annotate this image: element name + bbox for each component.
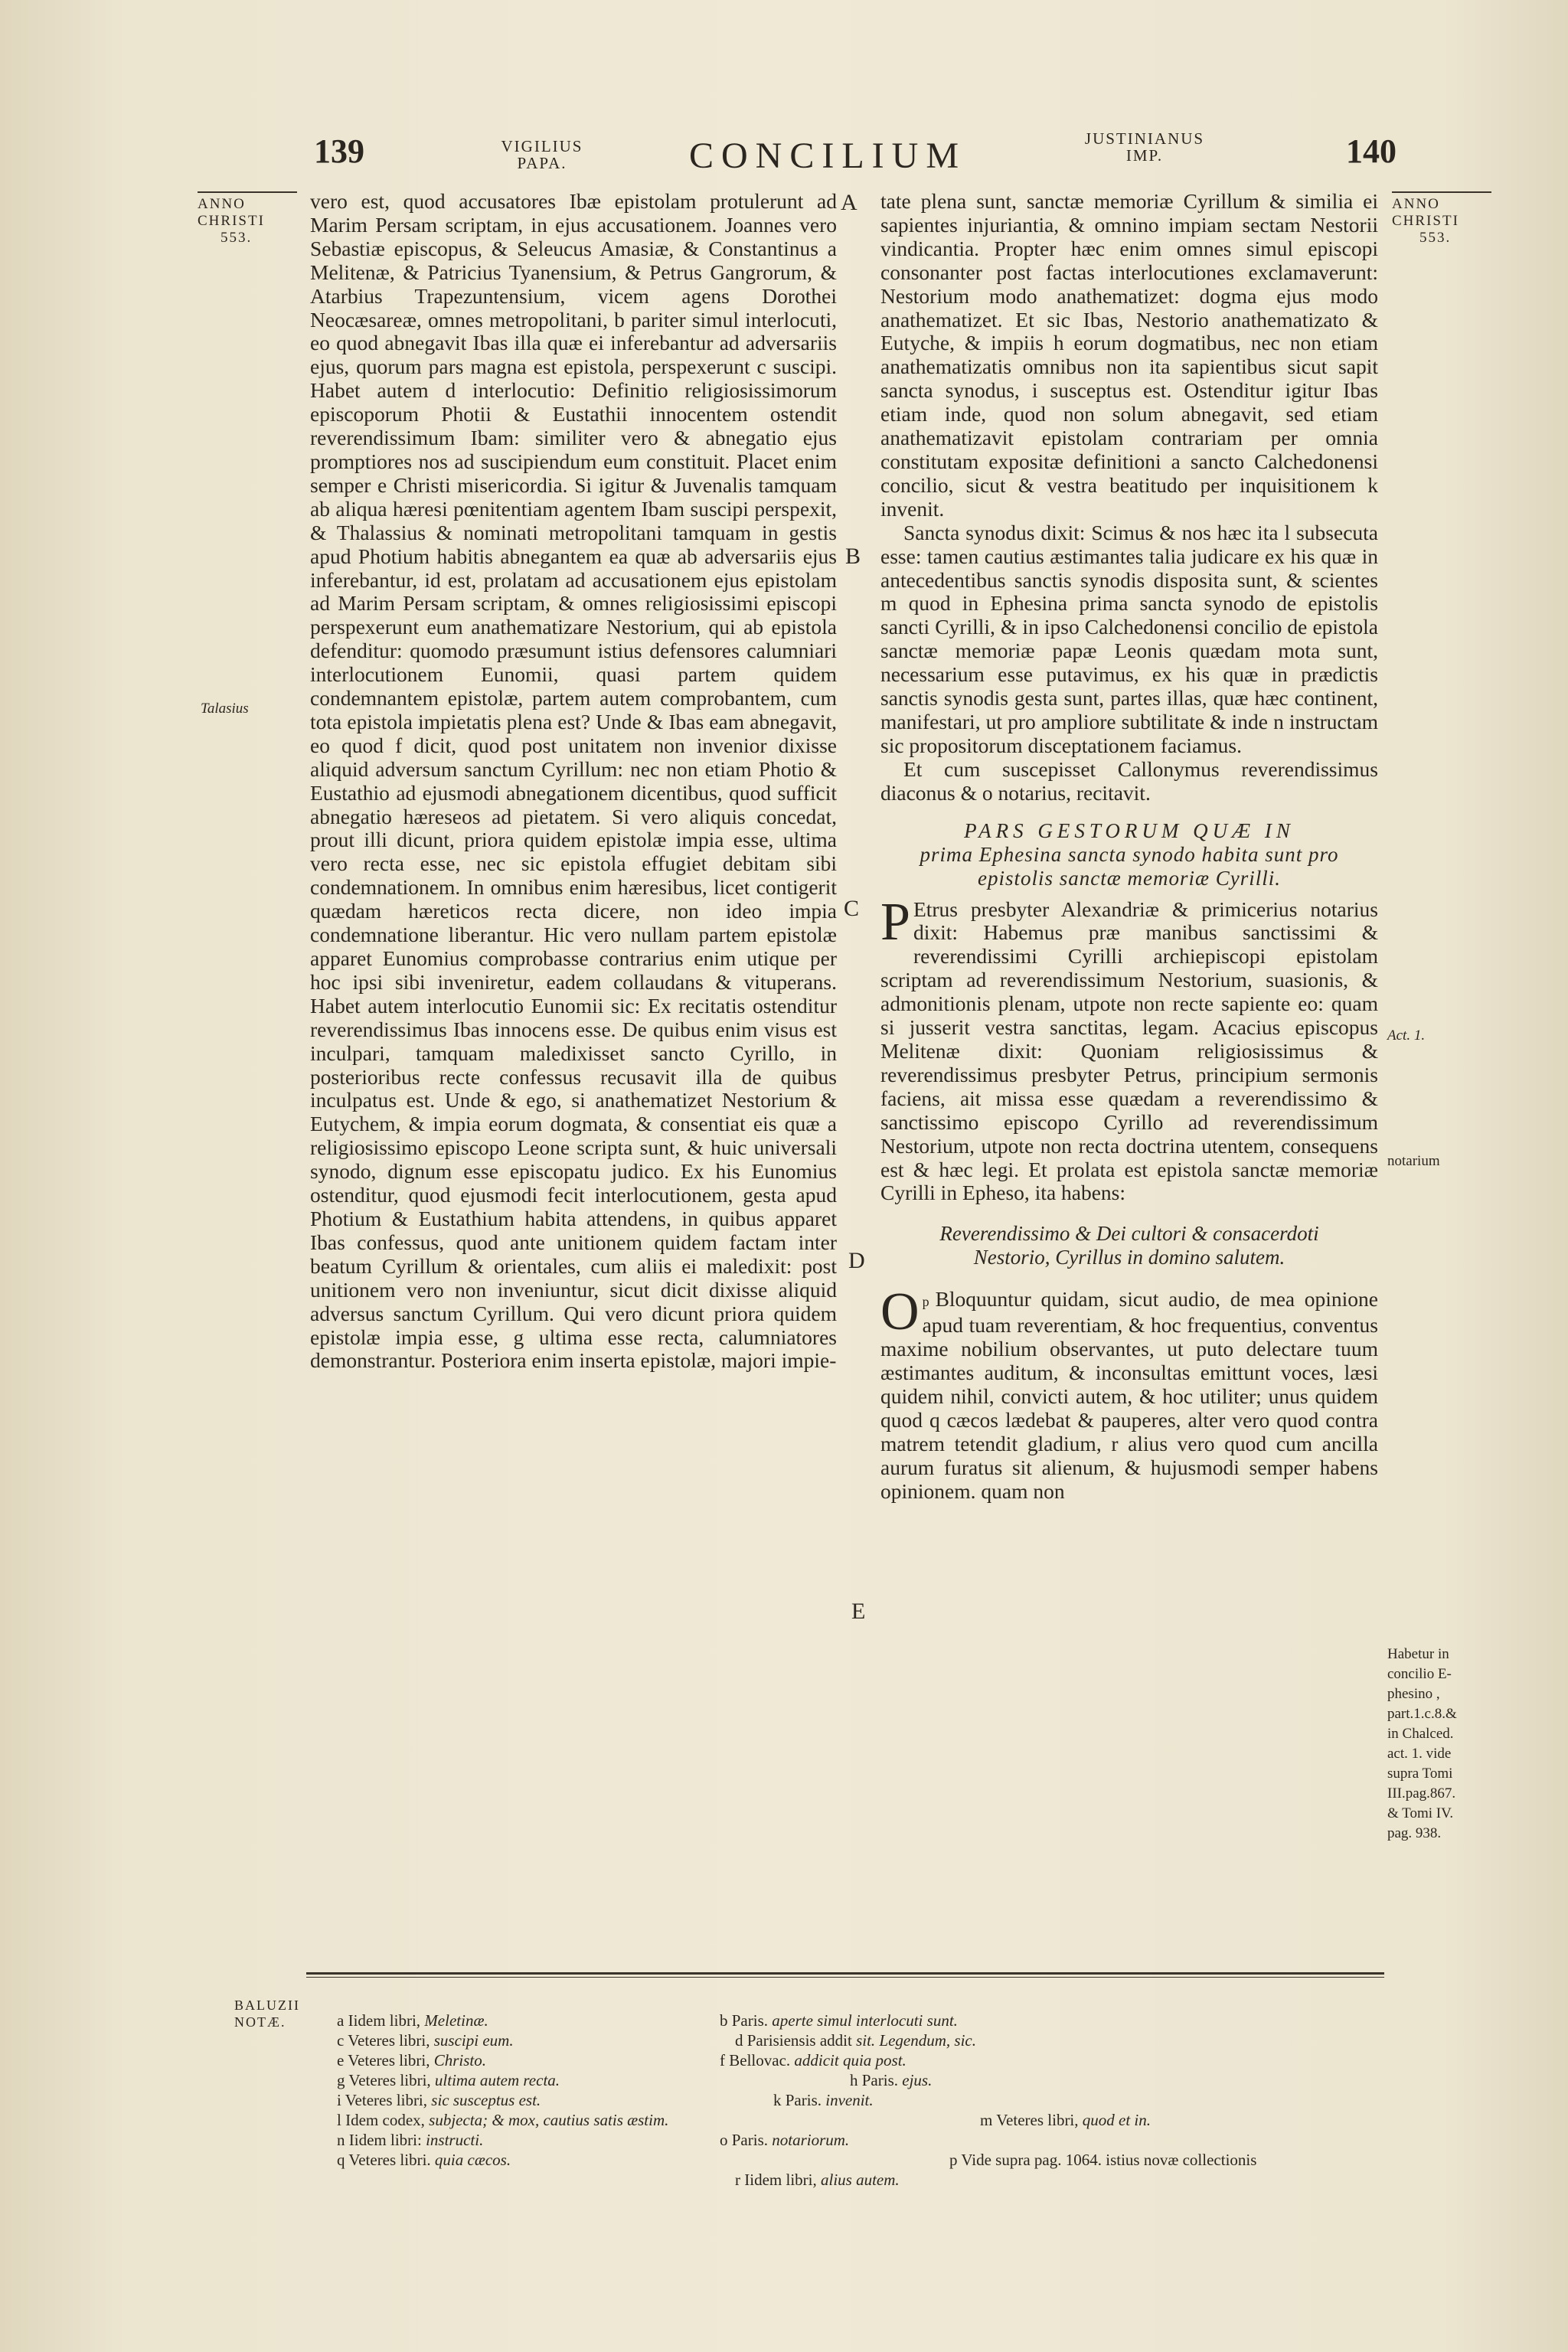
note-d: d Parisiensis addit sit. Legendum, sic. (735, 2031, 976, 2050)
drop-cap-o: O (880, 1282, 920, 1342)
right-paragraph-1: tate plena sunt, sanctæ memoriæ Cyrillum & similia ei sapientes injuriantia, & omnino impiam sectam Nestorii vindicantia. Propter hæc enim omnes simul episcopi consonanter post factas interlocutiones exclamaverunt: Nestorium modo anathematizet: dogma ejus modo anathematizet. Et sic Ibas, Nestorio anathematizato & Eutyche, & impiis h eorum dogmatibus, nec non etiam anathematizatis omnibus non ita sapientibus sicut sapit sancta synodus, i susceptus est. Ostenditur igitur Ibas etiam inde, quod non solum abnegavit, sed etiam anathematizavit epistolam contrariam per omnia constitutam expositæ definitioni a sancto Calchedonensi concilio, sicut & vestra beatitudo per inquisitionem k invenit. (880, 190, 1378, 521)
notes-rule (306, 1972, 1384, 1975)
side-letter-b: B (845, 544, 861, 569)
header-vigilius: VIGILIUS PAPA. (501, 137, 583, 172)
left-column-text: vero est, quod accusatores Ibæ epistolam protulerunt ad Marim Persam scriptam, in ejus accusationem. Joannes vero Sebastiæ episcopus, & Seleucus Amasiæ, & Constantinus a Melitenæ, & Patricius Tyanensium, & Petrus Gangrorum, & Atarbius Trapezuntensium, vicem agens Dorothei Neocæsareæ, omnes metropolitani, b pariter simul interlocuti, eo quod abnegavit Ibas illa quæ ei inferebantur ad adversariis ejus, quorum pars magna est epistola, perspexerunt c suscipi. Habet autem d interlocutio: Definitio religiosissimorum episcoporum Photii & Eustathii innocentem ostendit reverendissimum Ibam: similiter vero & abnegatio ejus promptiores nos ad suscipiendum eum constituit. Placet enim semper e Christi misericordia. Si igitur & Juvenalis tamquam ab aliqua hæresi pœnitentiam agentem Ibam suscipi perspexit, & Thalassius & nominati metropolitani tamquam in gestis apud Photium habitis abnegantem ea quæ ab adversariis ejus inferebantur, id est, prolatam ad accusationem ejus epistolam ad Marim Persam scriptam, & omnes religiosissimi episcopi perspexerunt eum anathematizare Nestorium, qui ab epistola defenditur: quomodo præsumunt istius defensores calumniari interlocutionem Eunomii, quasi partem quidem condemnantem epistolæ, partem autem comprobantem, cum tota epistola impietatis plena est? Unde & Ibas eam abnegavit, eo quod f dicit, quod post unitatem non invenior dixisse aliquid adversum sanctum Cyrillum: nec non etiam Photio & Eustathio ad ejusmodi abnegationem dicentibus, quod sufficit abnegatio hæreseos ad pietatem. Si vero aliquis concedat, prout illi dicunt, priora quidem epistolæ impia esse, ultima vero recta esse, nec sic epistola effugiet debitam sibi condemnationem. In omnibus enim hæresibus, licet contigerit quædam hæreticos recta dicere, non ideo impia condemnatione liberantur. Hic vero nullam partem epistolæ apparet Eunomius comprobasse contrarius enim utique per hoc ipsi sibi inveniretur, eadem collaudans & vituperans. Habet autem interlocutio Eunomii sic: Ex recitatis ostenditur reverendissimus Ibas innocens esse. De quibus enim visus est inculpari, tamquam maledixisset sancto Cyrillo, in posterioribus recte confessus recusavit illa de quibus inculpatus est. Unde & ego, si anathematizet Nestorium & Eutychem, & impia eorum dogmata, & consentiat eis quæ a religiosissimo episcopo Leone scripta sunt, & huic universali synodo, dignum esse episcopatu judico. Ex his Eunomius ostenditur, quod ejusmodi fecit interlocutionem, gesta apud Photium & Eustathium habita attendens, in quibus apparet Ibas confessus, quod ante unitionem quidem factam inter beatum Cyrillum & orientales, cum aliis ei maledixit: post unitionem vero non inveniuntur, sicut dicit dixisse aliquid adversus sanctum Cyrillum. Qui vero dicunt priora quidem epistolæ impia esse, g ultima esse recta, calumniatores demonstrantur. Posteriora enim inserta epistolæ, majori impie- (310, 190, 837, 1373)
right-paragraph-5: p O Bloquuntur quidam, sicut audio, de mea opinione apud tuam reverentiam, & hoc frequentius, conventus maxime nobilium observantes, ut puto delectare tuum æstimantes auditum, & inconsultas emittunt voces, læsi quidem nihil, convicti autem, & hoc utiliter; unus quidem quod q cæcos lædebat & pauperes, alter vero quod contra matrem tetendit gladium, r alius vero quod cum ancilla aurum furatus sit alienum, & hujusmodi semper habens opinionem. quam non (880, 1282, 1378, 1503)
note-e: e Veteres libri, Christo. (337, 2051, 487, 2069)
notes-rule-thin (306, 1977, 1384, 1978)
notes-column-2 (720, 2011, 1393, 2190)
note-marker-p: p (922, 1294, 929, 1310)
notes-column-1 (337, 2011, 704, 2170)
left-page-number: 139 (314, 132, 364, 170)
note-g: g Veteres libri, ultima autem recta. (337, 2071, 560, 2089)
right-paragraph-2: Sancta synodus dixit: Scimus & nos hæc ita l subsecuta esse: tamen cautius æstimantes talia judicare ex his quæ in antecedentibus sanctis synodis disposita sunt, & scientes m quod in Ephesina prima sancta synodo de epistolis sancti Cyrilli, & in ipso Calchedonensi concilio de epistola sanctæ memoriæ papæ Leonis quædam mota sunt, necessarium esse putavimus, ex his quæ in prædictis sanctis synodis gesta sunt, partes illas, quæ hæc continent, manifestari, ut pro ampliore subtilitate & inde n instructam sic propositorum disceptationem faciamus. (880, 520, 1378, 757)
header-title: CONCILIUM (689, 136, 966, 176)
note-k: k Paris. invenit. (773, 2091, 874, 2109)
side-letter-c: C (844, 896, 860, 921)
margin-act: Act. 1. (1387, 1027, 1426, 1044)
right-paragraph-3: Et cum suscepisset Callonymus reverendissimus diaconus & o notarius, recitavit. (880, 756, 1378, 805)
section-heading: PARS GESTORUM QUÆ IN prima Ephesina sancta synodo habita sunt pro epistolis sanctæ memoriæ Cyrilli. (920, 818, 1339, 890)
note-o: o Paris. notariorum. (720, 2131, 850, 2149)
header-justinianus: JUSTINIANUS IMP. (1084, 129, 1205, 165)
note-i: i Veteres libri, sic susceptus est. (337, 2091, 541, 2109)
left-margin-anno: ANNO CHRISTI 553. (198, 191, 297, 247)
note-a: a Iidem libri, Meletinæ. (337, 2011, 488, 2030)
note-q: q Veteres libri. quia cæcos. (337, 2151, 511, 2169)
side-letter-a: A (841, 190, 858, 215)
note-n: n Iidem libri: instructi. (337, 2131, 484, 2149)
drop-cap-p: P (880, 892, 910, 952)
left-column (310, 190, 837, 1925)
letter-heading: Reverendissimo & Dei cultori & consacerdoti Nestorio, Cyrillus in domino salutem. (939, 1222, 1319, 1269)
note-p: p Vide supra pag. 1064. istius novæ collectionis (949, 2151, 1257, 2169)
note-f: f Bellovac. addicit quia post. (720, 2051, 906, 2069)
note-r: r Iidem libri, alius autem. (735, 2171, 900, 2189)
side-letter-e: E (851, 1599, 866, 1624)
margin-habetur: Habetur in concilio E- phesino , part.1.c.8.& in Chalced. act. 1. vide supra Tomi III.pag.867. & Tomi IV. pag. 938. (1387, 1646, 1457, 1841)
right-column (880, 190, 1378, 1955)
right-margin-anno: ANNO CHRISTI 553. (1392, 191, 1491, 247)
note-h: h Paris. ejus. (850, 2071, 933, 2089)
side-letter-d: D (848, 1248, 865, 1273)
right-paragraph-4: P Etrus presbyter Alexandriæ & primicerius notarius dixit: Habemus præ manibus sanctissimi & reverendissimi Cyrilli archiepiscopi epistolam scriptam ad reverendissimum Nestorium, suasionis, & admonitionis plenam, utpote non recte sapiente eo: quam si jusserit vestra sanctitas, legam. Acacius episcopus Melitenæ dixit: Quoniam religiosissimus & reverendissimus presbyter Petrus, principium sermonis faciens, ait missa esse quædam a reverendissimo & sanctissimo episcopo Cyrillo ad reverendissimum Nestorium, utpote non recta doctrina utentem, consequens est & hæc legi. Et prolata est epistola sanctæ memoriæ Cyrilli in Epheso, ita habens: (880, 892, 1378, 1205)
note-c: c Veteres libri, suscipi eum. (337, 2031, 514, 2050)
note-b: b Paris. aperte simul interlocuti sunt. (720, 2011, 958, 2030)
margin-notarium: notarium (1387, 1153, 1440, 1169)
note-l: l Idem codex, subjecta; & mox, cautius satis æstim. (337, 2111, 669, 2129)
right-page-number: 140 (1346, 132, 1396, 170)
note-m: m Veteres libri, quod et in. (980, 2111, 1152, 2129)
margin-thalassius: Talasius (201, 701, 249, 717)
notes-label: BALUZII NOTÆ. (234, 1998, 300, 2030)
